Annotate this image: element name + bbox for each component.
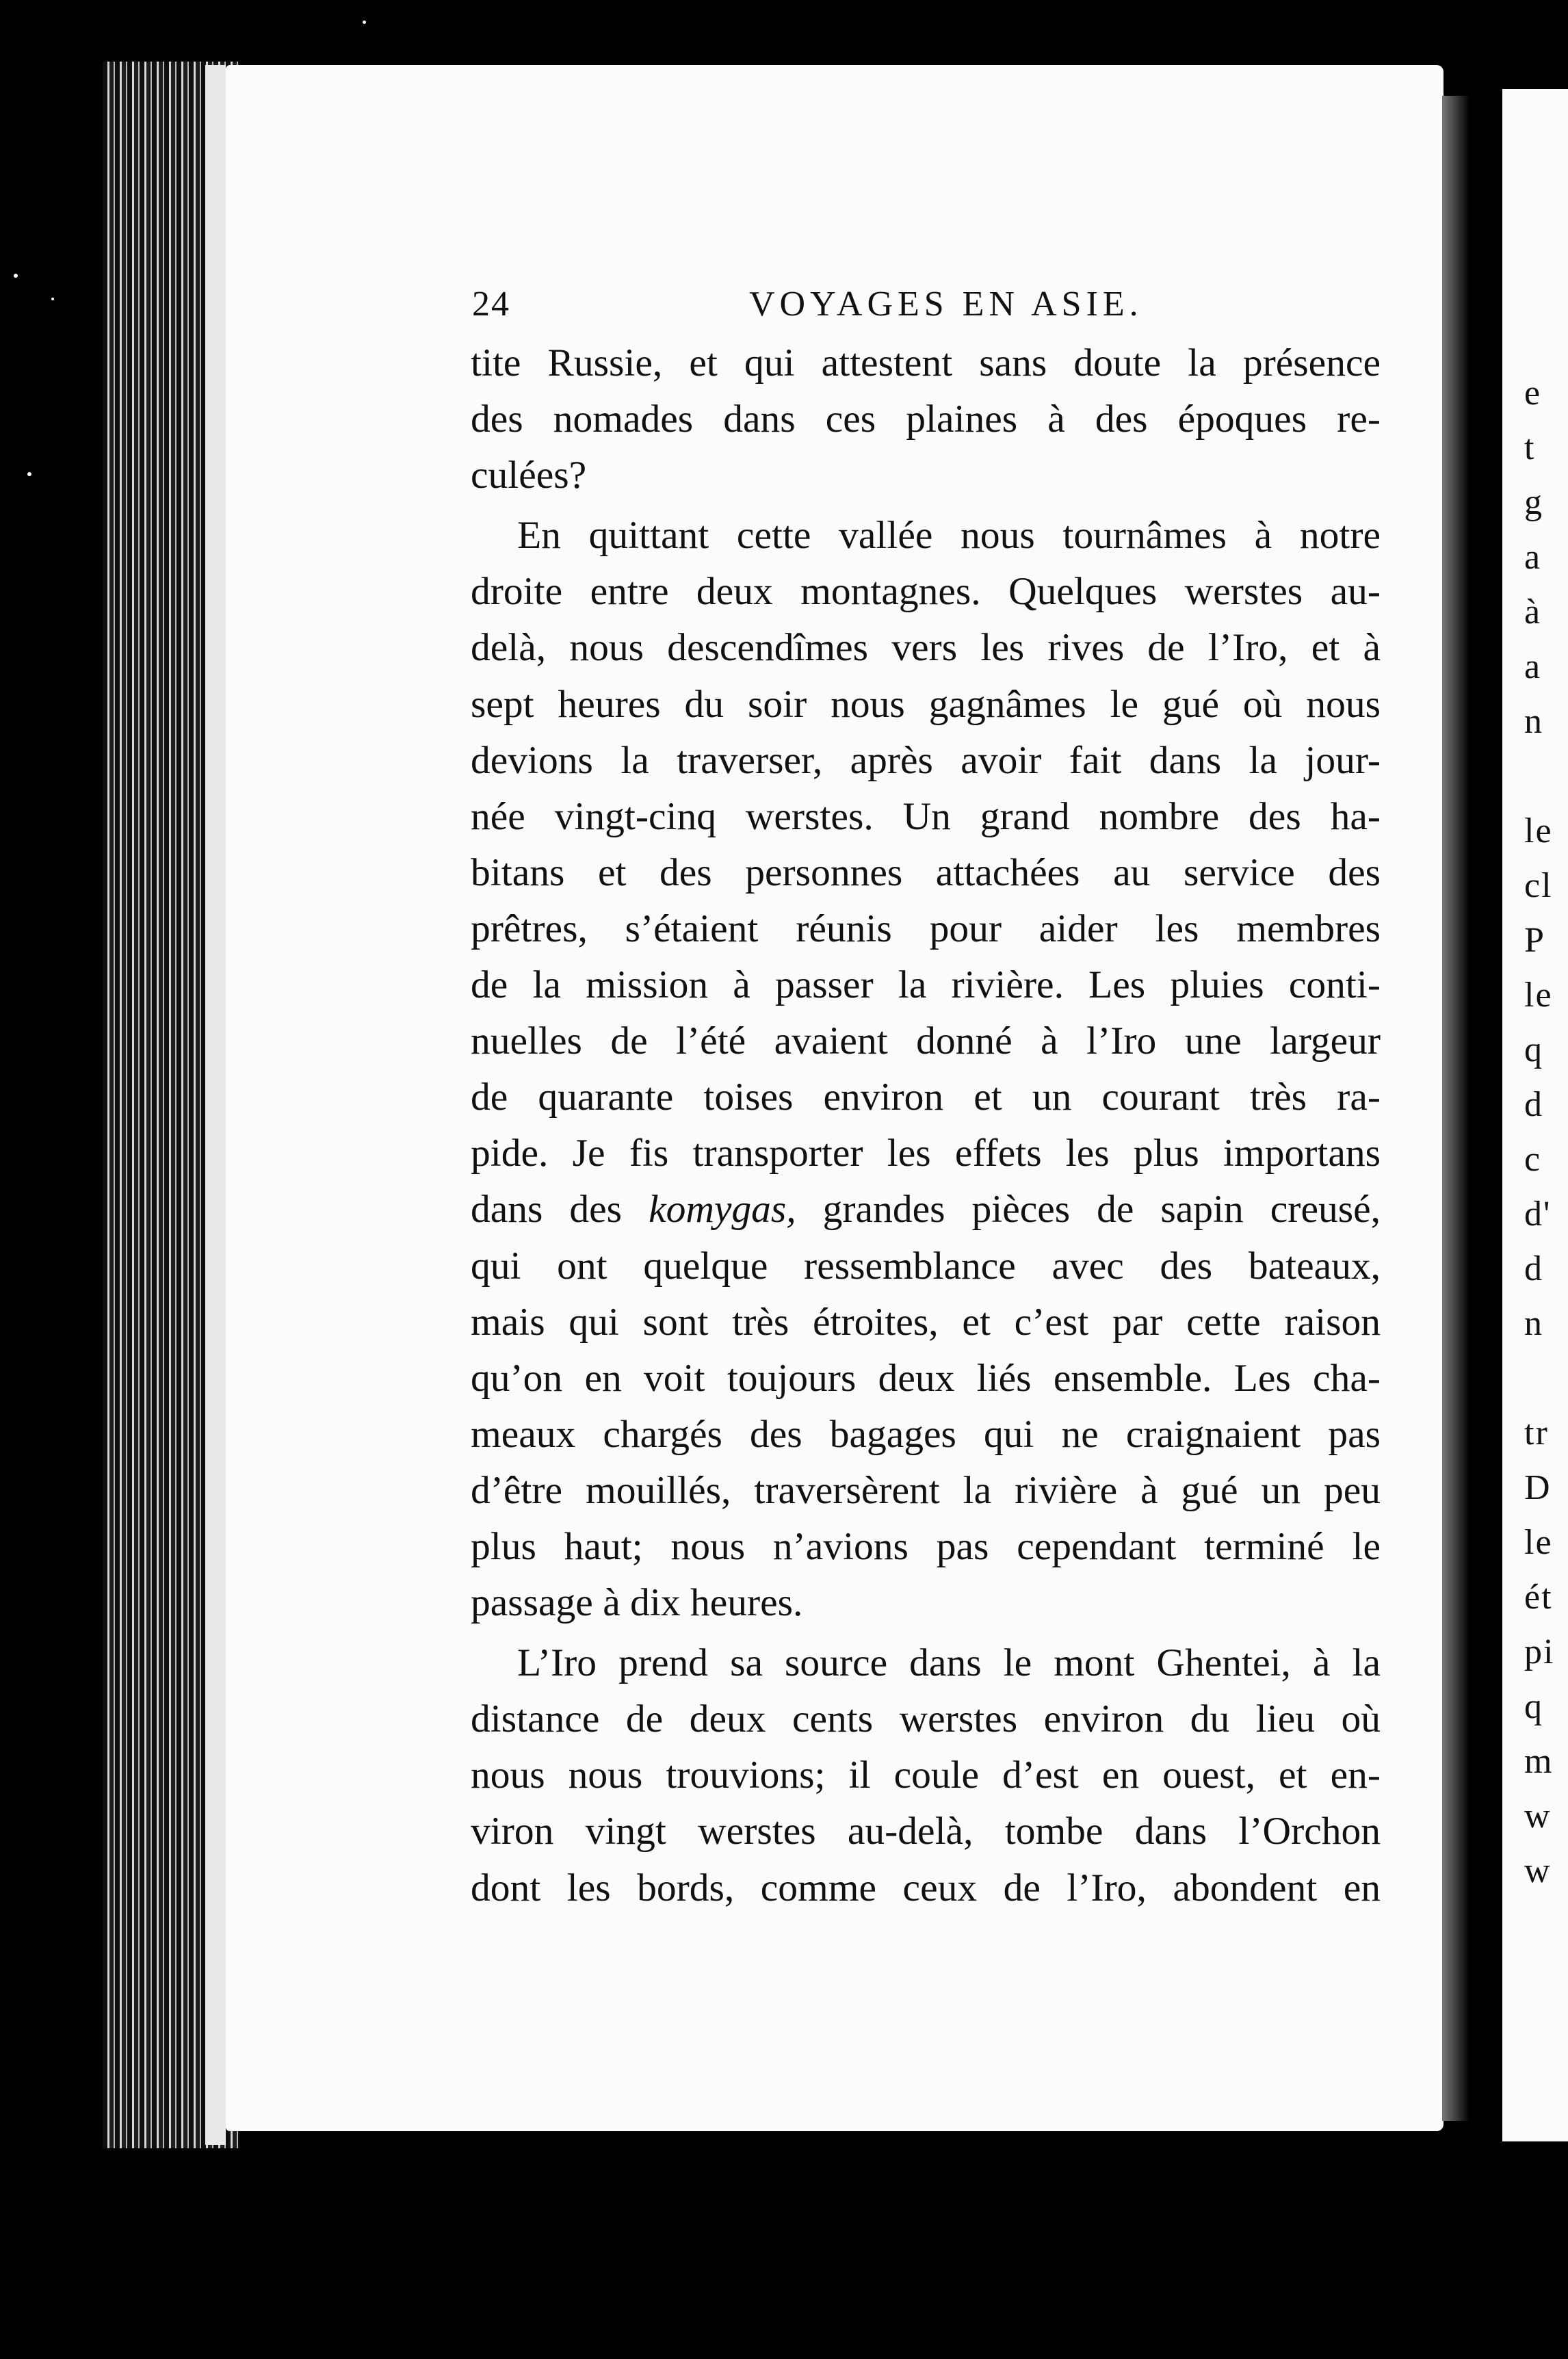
body-text — [471, 335, 1381, 1916]
text-line-23: passage à dix heures. — [471, 1581, 803, 1625]
text-line-13: nuelles de l’été avaient donné à l’Iro une largeur — [471, 1019, 1381, 1063]
text-line-3: culées? — [471, 454, 587, 497]
text-line-25: distance de deux cents werstes environ du lieu où — [471, 1697, 1381, 1741]
text-line-10: bitans et des personnes attachées au service des — [471, 850, 1381, 894]
text-line-11: prêtres, s’étaient réunis pour aider les membres — [471, 907, 1381, 950]
text-line-16-end: grandes pièces de sapin creusé, — [796, 1188, 1381, 1231]
book-gutter-shadow — [1442, 96, 1469, 2121]
text-line-9: née vingt-cinq werstes. Un grand nombre des ha- — [471, 794, 1381, 838]
running-head-title: VOYAGES EN ASIE. — [749, 285, 1143, 324]
text-line-4: En quittant cette vallée nous tournâmes à notre — [517, 514, 1381, 558]
text-line-16-start: dans des — [471, 1188, 649, 1231]
text-line-14: de quarante toises environ et un courant très ra- — [471, 1076, 1381, 1119]
page-number: 24 — [472, 285, 510, 324]
text-line-19: qu’on en voit toujours deux liés ensemble. Les cha- — [471, 1356, 1381, 1400]
text-line-5: droite entre deux montagnes. Quelques werstes au- — [471, 570, 1381, 614]
text-line-8: devions la traverser, après avoir fait dans la jour- — [471, 738, 1381, 782]
text-line-1: tite Russie, et qui attestent sans doute la présence — [471, 341, 1381, 385]
text-line-6: delà, nous descendîmes vers les rives de l’Iro, et à — [471, 626, 1381, 670]
text-line-12: de la mission à passer la rivière. Les pluies conti- — [471, 963, 1381, 1007]
right-page-sliver — [1502, 89, 1568, 2141]
text-line-27: viron vingt werstes au-delà, tombe dans l’Orchon — [471, 1810, 1381, 1853]
text-line-26: nous nous trouvions; il coule d’est en ouest, et en- — [471, 1754, 1381, 1797]
scan-speck — [27, 472, 31, 476]
text-line-18: mais qui sont très étroites, et c’est par cette raison — [471, 1300, 1381, 1344]
italic-term-komygas: komygas, — [649, 1188, 796, 1231]
running-head — [472, 284, 1430, 332]
text-line-24: L’Iro prend sa source dans le mont Ghentei, à la — [517, 1641, 1381, 1685]
scan-speck — [363, 21, 366, 24]
text-line-16 — [471, 1182, 1381, 1238]
right-page-fragments: e t g a à a n le cl P le q d c d' d n tr D le ét pi q m w w — [1524, 374, 1555, 1890]
text-line-7: sept heures du soir nous gagnâmes le gué où nous — [471, 682, 1381, 726]
text-line-20: meaux chargés des bagages qui ne craignaient pas — [471, 1412, 1381, 1456]
text-line-21: d’être mouillés, traversèrent la rivière à gué un peu — [471, 1468, 1381, 1512]
text-line-15: pide. Je fis transporter les effets les plus importans — [471, 1132, 1381, 1175]
scan-speck — [51, 298, 54, 300]
text-line-28: dont les bords, comme ceux de l’Iro, abondent en — [471, 1866, 1381, 1910]
scan-speck — [14, 274, 18, 278]
page-edge-strip — [205, 65, 226, 2145]
text-line-2: des nomades dans ces plaines à des époques re- — [471, 397, 1381, 441]
text-line-17: qui ont quelque ressemblance avec des bateaux, — [471, 1244, 1381, 1288]
text-line-22: plus haut; nous n’avions pas cependant terminé le — [471, 1524, 1381, 1568]
